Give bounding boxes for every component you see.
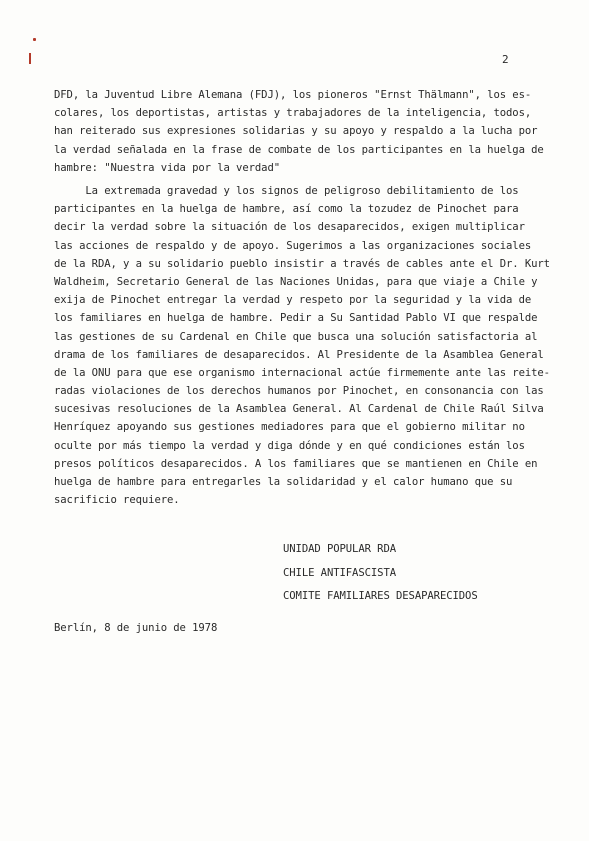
paragraph-1 — [54, 86, 544, 177]
signatory: COMITE FAMILIARES DESAPARECIDOS — [283, 590, 478, 602]
place-date: Berlín, 8 de junio de 1978 — [54, 622, 218, 634]
text-line: sacrificio requiere. — [54, 494, 180, 507]
text-line: radas violaciones de los derechos humanos por Pinochet, en consonancia con las — [54, 385, 544, 398]
text-line: presos políticos desaparecidos. A los familiares que se mantienen en Chile en — [54, 457, 538, 470]
text-line: de la RDA, y a su solidario pueblo insistir a través de cables ante el Dr. Kurt — [54, 257, 550, 270]
text-line: DFD, la Juventud Libre Alemana (FDJ), los pioneros "Ernst Thälmann", los es- — [54, 89, 532, 101]
text-line: de la ONU para que ese organismo internacional actúe firmemente ante las reite- — [54, 366, 550, 379]
text-line: participantes en la huelga de hambre, así como la tozudez de Pinochet para — [54, 203, 519, 216]
text-line: sucesivas resoluciones de la Asamblea General. Al Cardenal de Chile Raúl Silva — [54, 403, 544, 416]
text-line: Henríquez apoyando sus gestiones mediadores para que el gobierno militar no — [54, 421, 525, 434]
text-line: La extremada gravedad y los signos de peligroso debilitamiento de los — [54, 185, 519, 197]
signatory: CHILE ANTIFASCISTA — [283, 566, 397, 579]
paragraph-2 — [54, 182, 550, 509]
text-line: Waldheim, Secretario General de las Naciones Unidas, para que viaje a Chile y — [54, 275, 538, 288]
signatory: UNIDAD POPULAR RDA — [283, 543, 397, 555]
signature-block — [283, 538, 478, 609]
margin-ink-mark — [33, 38, 36, 41]
text-line: las acciones de respaldo y de apoyo. Sugerimos a las organizaciones sociales — [54, 239, 532, 252]
text-line: las gestiones de su Cardenal en Chile que busca una solución satisfactoria al — [54, 330, 538, 343]
text-line: han reiterado sus expresiones solidarias y su apoyo y respaldo a la lucha por — [54, 125, 538, 138]
text-line: los familiares en huelga de hambre. Pedir a Su Santidad Pablo VI que respalde — [54, 312, 538, 325]
text-line: decir la verdad sobre la situación de los desaparecidos, exigen multiplicar — [54, 221, 525, 234]
text-line: hambre: "Nuestra vida por la verdad" — [54, 161, 281, 174]
margin-ink-mark — [29, 53, 31, 64]
text-line: colares, los deportistas, artistas y trabajadores de la inteligencia, todos, — [54, 107, 532, 120]
page-number: 2 — [502, 53, 509, 66]
text-line: exija de Pinochet entregar la verdad y respeto por la seguridad y la vida de — [54, 294, 532, 307]
text-line: oculte por más tiempo la verdad y diga dónde y en qué condiciones están los — [54, 439, 525, 452]
text-line: drama de los familiares de desaparecidos. Al Presidente de la Asamblea General — [54, 348, 544, 361]
text-line: la verdad señalada en la frase de combate de los participantes en la huelga de — [54, 143, 544, 156]
text-line: huelga de hambre para entregarles la solidaridad y el calor humano que su — [54, 476, 513, 488]
